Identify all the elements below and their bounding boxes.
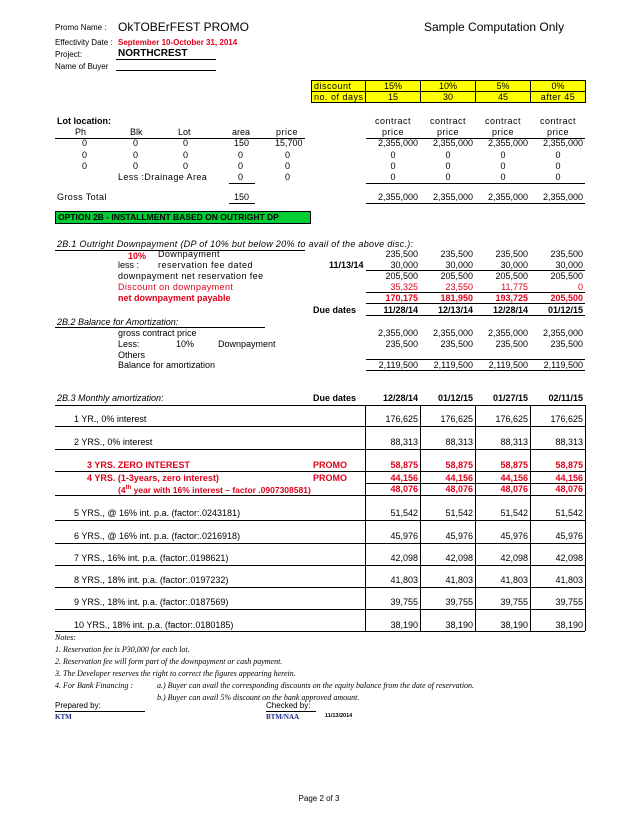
contract-cell: 0 xyxy=(445,150,451,160)
balance-value: 2,119,500 xyxy=(378,360,418,370)
column-divider xyxy=(420,405,421,631)
amort-value: 176,625 xyxy=(550,414,583,424)
promo-4b-label xyxy=(118,485,311,494)
amort-row-label: 10 YRS., 18% int. p.a. (factor:.0180185) xyxy=(74,620,234,630)
contract-cell: 2,355,000 xyxy=(432,138,473,148)
contract-cell: 0 xyxy=(390,150,396,160)
amort-value: 39,755 xyxy=(445,597,473,607)
contract-cell: 2,355,000 xyxy=(377,138,418,148)
amort-value: 42,098 xyxy=(555,553,583,563)
project-name: NORTHCREST xyxy=(118,48,188,59)
balance-value: 2,119,500 xyxy=(543,360,583,370)
amort-value: 88,313 xyxy=(445,437,473,447)
less-dp-value: 235,500 xyxy=(550,339,583,349)
price-header: price xyxy=(436,127,459,137)
promo-4-value: 44,156 xyxy=(445,473,473,483)
promo-3-value: 58,875 xyxy=(390,460,418,470)
promo-3-value: 58,875 xyxy=(555,460,583,470)
amort-row-label: 2 YRS., 0% interest xyxy=(74,437,153,447)
lot-cell: 0 xyxy=(238,150,244,160)
note-item: 2. Reservation fee will form part of the downpayment or cash payment. xyxy=(55,657,283,666)
note-bank-a: a.) Buyer can avail the corresponding discounts on the equity balance from the date of reservation. xyxy=(157,681,475,690)
less-label: less : xyxy=(118,260,140,270)
amort-due-date: 12/28/14 xyxy=(382,393,418,403)
buyer-underline xyxy=(116,70,216,71)
amort-value: 41,803 xyxy=(500,575,528,585)
discount-dp-value: 35,325 xyxy=(390,282,418,292)
promo-name-label: Promo Name : xyxy=(55,23,107,32)
discount-border xyxy=(585,80,586,102)
net-label: downpayment net reservation fee xyxy=(118,271,264,281)
amort-row-rule xyxy=(55,565,585,566)
amort-row-rule xyxy=(55,520,585,521)
reservation-date: 11/13/14 xyxy=(329,260,364,270)
option-banner: OPTION 2B - INSTALLMENT BASED ON OUTRIGHT DP xyxy=(58,212,279,222)
gross-contract-value: 2,355,000 xyxy=(432,328,473,338)
contract-cell: 0 xyxy=(500,150,506,160)
due-date: 11/28/14 xyxy=(383,305,418,315)
due-date: 12/13/14 xyxy=(437,305,473,315)
promo-4b-value: 48,076 xyxy=(555,484,583,494)
balance-value: 2,119,500 xyxy=(488,360,528,370)
promo-4-value: 44,156 xyxy=(500,473,528,483)
net-value: 205,500 xyxy=(385,271,418,281)
discount-border xyxy=(311,80,312,102)
amort-row-label: 6 YRS., @ 16% int. p.a. (factor:.0216918) xyxy=(74,531,241,541)
area-gross-rule xyxy=(229,203,255,204)
prepared-signature-line xyxy=(55,711,145,712)
gross-total-cell: 2,355,000 xyxy=(487,192,528,202)
discount-value: 10% xyxy=(438,81,457,91)
net-value: 205,500 xyxy=(440,271,473,281)
amort-value: 45,976 xyxy=(500,531,528,541)
price-header: price xyxy=(491,127,514,137)
amort-row-label: 9 YRS., 18% int. p.a. (factor:.0187569) xyxy=(74,597,229,607)
column-divider xyxy=(585,405,586,631)
prepared-by: KTM xyxy=(55,713,72,721)
contract-header: contract xyxy=(539,116,576,126)
project-label: Project: xyxy=(55,50,83,59)
header-area: area xyxy=(232,127,251,137)
amort-value: 38,190 xyxy=(500,620,528,630)
section-2b1-title: 2B.1 Outright Downpayment (DP of 10% but below 20% to avail of the above disc.): xyxy=(57,239,414,249)
page-number: Page 2 of 3 xyxy=(298,794,340,803)
project-underline xyxy=(116,59,216,60)
amort-value: 41,803 xyxy=(390,575,418,585)
less-dp-value: 235,500 xyxy=(385,339,418,349)
contract-cell: 0 xyxy=(390,161,396,171)
contract-cell: 0 xyxy=(390,172,396,182)
amort-value: 42,098 xyxy=(390,553,418,563)
contract-header: contract xyxy=(374,116,411,126)
amort-value: 88,313 xyxy=(390,437,418,447)
amort-value: 45,976 xyxy=(445,531,473,541)
amort-row-label: 7 YRS., 16% int. p.a. (factor:.0198621) xyxy=(74,553,229,563)
amort-value: 176,625 xyxy=(385,414,418,424)
balance-label: Balance for amortization xyxy=(118,360,216,370)
reservation-value: 30,000 xyxy=(390,260,418,270)
dp-percent: 10% xyxy=(128,251,147,261)
header-price: price xyxy=(276,127,299,137)
gross-rule xyxy=(366,203,585,204)
net-value: 205,500 xyxy=(550,271,583,281)
promo-3-value: 58,875 xyxy=(500,460,528,470)
discount-dp-value: 11,775 xyxy=(501,282,528,292)
contract-cell: 2,355,000 xyxy=(487,138,528,148)
amort-value: 88,313 xyxy=(555,437,583,447)
section-2b3-title: 2B.3 Monthly amortization: xyxy=(57,393,164,403)
amort-value: 42,098 xyxy=(500,553,528,563)
amort-row-rule xyxy=(55,587,585,588)
due-date: 01/12/15 xyxy=(547,305,583,315)
lot-cell: 0 xyxy=(238,161,244,171)
amort-row-rule xyxy=(55,543,585,544)
lot-cell: 0 xyxy=(133,138,139,148)
column-divider xyxy=(365,405,366,631)
amort-row-rule xyxy=(55,609,585,610)
dp-value: 235,500 xyxy=(440,249,473,259)
amort-value: 45,976 xyxy=(555,531,583,541)
gross-total-label: Gross Total xyxy=(57,192,107,202)
note-bank-b: b.) Buyer can avail 5% discount on the bank approved amount. xyxy=(157,693,360,702)
checked-signature-line xyxy=(266,711,316,712)
contract-cell: 0 xyxy=(445,161,451,171)
amort-value: 51,542 xyxy=(500,508,528,518)
contract-cell: 2,355,000 xyxy=(542,138,583,148)
contract-header: contract xyxy=(484,116,521,126)
contract-cell: 0 xyxy=(555,172,561,182)
note-item: 1. Reservation fee is P30,000 for each lot. xyxy=(55,645,190,654)
amort-row-label: 1 YR., 0% interest xyxy=(74,414,147,424)
less-dp-value: 235,500 xyxy=(495,339,528,349)
amort-value: 176,625 xyxy=(440,414,473,424)
amort-value: 51,542 xyxy=(445,508,473,518)
dp-value: 235,500 xyxy=(550,249,583,259)
balance-rule xyxy=(366,370,585,371)
contract-cell: 0 xyxy=(500,172,506,182)
amort-due-label: Due dates xyxy=(313,393,357,403)
payable-value: 193,725 xyxy=(495,293,528,303)
amort-value: 38,190 xyxy=(555,620,583,630)
days-value: 30 xyxy=(442,92,453,102)
lot-cell: 0 xyxy=(133,150,139,160)
payable-rule xyxy=(366,303,585,304)
contract-total-rule xyxy=(366,183,585,184)
price-header: price xyxy=(546,127,569,137)
lot-cell: 15,700 xyxy=(275,138,303,148)
price-header: price xyxy=(381,127,404,137)
lot-cell: 0 xyxy=(285,161,291,171)
amort-value: 39,755 xyxy=(390,597,418,607)
promo-4-label: 4 YRS. (1-3years, zero interest) xyxy=(87,473,219,483)
contract-cell: 0 xyxy=(555,161,561,171)
gross-contract-value: 2,355,000 xyxy=(377,328,418,338)
promo-4b-value: 48,076 xyxy=(390,484,418,494)
amort-row-rule xyxy=(55,426,585,427)
lot-cell: 0 xyxy=(238,172,244,182)
amort-value: 39,755 xyxy=(555,597,583,607)
days-value: after 45 xyxy=(540,92,576,102)
header-ph: Ph xyxy=(75,127,87,137)
amort-header-rule xyxy=(55,405,585,406)
amort-row-label: 5 YRS., @ 16% int. p.a. (factor:.0243181) xyxy=(74,508,241,518)
gross-contract-value: 2,355,000 xyxy=(542,328,583,338)
lot-cell: 0 xyxy=(285,172,291,182)
reservation-label: reservation fee dated xyxy=(158,260,254,270)
promo-4-value: 44,156 xyxy=(390,473,418,483)
dp-value: 235,500 xyxy=(495,249,528,259)
lot-header-rule xyxy=(55,138,305,139)
promo-3-value: 58,875 xyxy=(445,460,473,470)
discount-value: 15% xyxy=(383,81,402,91)
amort-row-rule xyxy=(55,631,585,632)
contract-cell: 0 xyxy=(555,150,561,160)
effectivity-date: September 10-October 31, 2014 xyxy=(118,38,238,47)
amort-value: 41,803 xyxy=(445,575,473,585)
balance-value: 2,119,500 xyxy=(433,360,473,370)
lot-cell: 0 xyxy=(285,150,291,160)
lot-cell: 150 xyxy=(234,138,250,148)
prepared-label: Prepared by: xyxy=(55,701,101,710)
promo-4b-value: 48,076 xyxy=(445,484,473,494)
amort-value: 39,755 xyxy=(500,597,528,607)
contract-header: contract xyxy=(429,116,466,126)
lot-cell: 0 xyxy=(133,161,139,171)
payable-value: 205,500 xyxy=(550,293,583,303)
less-dp-value: 235,500 xyxy=(440,339,473,349)
gross-total-area: 150 xyxy=(234,192,250,202)
section-2b2-title: 2B.2 Balance for Amortization: xyxy=(57,317,179,327)
due-rule xyxy=(366,315,585,316)
dp-value: 235,500 xyxy=(385,249,418,259)
amort-row-rule xyxy=(55,449,585,450)
dp-label: Downpayment xyxy=(158,249,220,259)
promo-4b-value: 48,076 xyxy=(500,484,528,494)
less-drainage-label: Less :Drainage Area xyxy=(118,172,208,182)
amort-value: 88,313 xyxy=(500,437,528,447)
due-dates-label: Due dates xyxy=(313,305,357,315)
amort-value: 38,190 xyxy=(390,620,418,630)
amort-row-rule xyxy=(55,495,585,496)
discount-dp-value: 0 xyxy=(577,282,583,292)
amort-due-date: 02/11/15 xyxy=(548,393,583,403)
promo-4b-post: year with 16% interest – factor .0907308581) xyxy=(131,484,311,495)
effectivity-label: Effectivity Date : xyxy=(55,38,113,47)
days-label: no. of days xyxy=(314,92,364,102)
gross-contract-value: 2,355,000 xyxy=(487,328,528,338)
amort-due-date: 01/12/15 xyxy=(437,393,473,403)
net-value: 205,500 xyxy=(495,271,528,281)
checked-label: Checked by: xyxy=(266,701,311,710)
less-dp-downpayment: Downpayment xyxy=(218,339,276,349)
lot-location-label: Lot location: xyxy=(57,116,111,126)
others-label: Others xyxy=(118,350,146,360)
promo-3-label: 3 YRS. ZERO INTEREST xyxy=(87,460,190,470)
discount-bottom-border xyxy=(311,102,586,103)
gross-total-cell: 2,355,000 xyxy=(542,192,583,202)
less-dp-label: Less: xyxy=(118,339,140,349)
reservation-value: 30,000 xyxy=(445,260,473,270)
promo-4-value: 44,156 xyxy=(555,473,583,483)
header-blk: Blk xyxy=(130,127,143,137)
amort-value: 45,976 xyxy=(390,531,418,541)
lot-cell: 0 xyxy=(82,161,88,171)
due-date: 12/28/14 xyxy=(492,305,528,315)
promo-name: OkTOBErFEST PROMO xyxy=(118,20,249,34)
promo-4b-sup: th xyxy=(125,485,132,491)
discount-dp-value: 23,550 xyxy=(445,282,473,292)
buyer-label: Name of Buyer xyxy=(55,62,109,71)
amort-value: 42,098 xyxy=(445,553,473,563)
lot-cell: 0 xyxy=(183,150,189,160)
column-divider xyxy=(475,405,476,631)
contract-cell: 0 xyxy=(500,161,506,171)
payable-label: net downpayment payable xyxy=(118,293,231,303)
note-item: 3. The Developer reserves the right to correct the figures appearing herein. xyxy=(55,669,296,678)
reservation-value: 30,000 xyxy=(555,260,583,270)
gross-total-cell: 2,355,000 xyxy=(377,192,418,202)
checked-by: BTM/NAA xyxy=(266,713,300,721)
amort-value: 41,803 xyxy=(555,575,583,585)
amort-value: 176,625 xyxy=(495,414,528,424)
discount-value: 5% xyxy=(496,81,510,91)
amort-value: 38,190 xyxy=(445,620,473,630)
amort-due-date: 01/27/15 xyxy=(492,393,528,403)
promo-4b-pre: (4 xyxy=(118,484,126,495)
days-value: 15 xyxy=(387,92,398,102)
contract-cell: 0 xyxy=(445,172,451,182)
lot-cell: 0 xyxy=(82,150,88,160)
amort-value: 51,542 xyxy=(390,508,418,518)
column-divider xyxy=(530,405,531,631)
sample-note: Sample Computation Only xyxy=(424,20,565,34)
promo-4-tag: PROMO xyxy=(313,473,348,483)
note-item: 4. For Bank Financing : xyxy=(55,681,133,690)
days-value: 45 xyxy=(497,92,508,102)
header-lot: Lot xyxy=(178,127,191,137)
less-dp-pct: 10% xyxy=(176,339,195,349)
signature-date: 11/13/2014 xyxy=(325,713,353,719)
area-total-rule xyxy=(229,183,255,184)
payable-value: 181,950 xyxy=(440,293,473,303)
gross-total-cell: 2,355,000 xyxy=(432,192,473,202)
discount-value: 0% xyxy=(551,81,565,91)
lot-cell: 0 xyxy=(183,138,189,148)
notes-title: Notes: xyxy=(55,633,76,642)
gross-contract-label: gross contract price xyxy=(118,328,197,338)
discount-label: discount xyxy=(314,81,352,91)
payable-value: 170,175 xyxy=(385,293,418,303)
amort-row-label: 8 YRS., 18% int. p.a. (factor:.0197232) xyxy=(74,575,229,585)
reservation-value: 30,000 xyxy=(500,260,528,270)
lot-cell: 0 xyxy=(82,138,88,148)
promo-3-tag: PROMO xyxy=(313,460,348,470)
discount-dp-label: Discount on downpayment xyxy=(118,282,234,292)
amort-value: 51,542 xyxy=(555,508,583,518)
lot-cell: 0 xyxy=(183,161,189,171)
amort-row-rule xyxy=(55,471,585,472)
